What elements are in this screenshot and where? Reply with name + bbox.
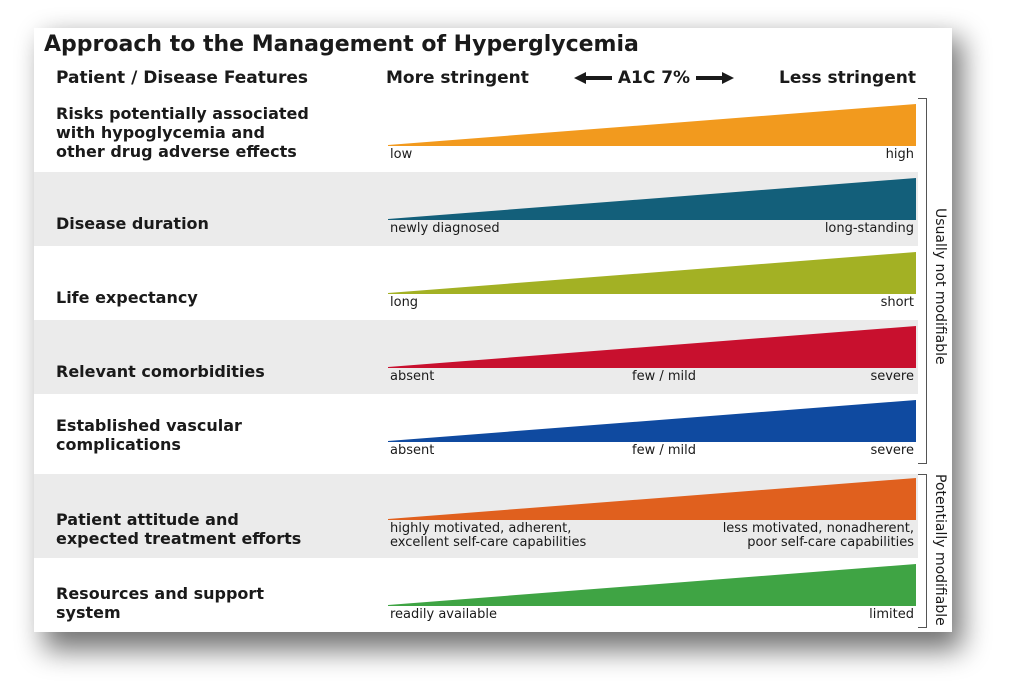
left-arrow-icon xyxy=(574,72,612,84)
modifiable-label: Potentially modifiable xyxy=(932,474,948,626)
feature-label: Established vascular complications xyxy=(56,416,242,454)
feature-label: Resources and support system xyxy=(56,584,264,622)
not-modifiable-label: Usually not modifiable xyxy=(932,208,948,365)
scale-mid-label: few / mild xyxy=(632,443,696,458)
wedge-shape xyxy=(388,478,916,520)
feature-label: Patient attitude and expected treatment efforts xyxy=(56,510,302,548)
scale-low-label: highly motivated, adherent, excellent self-care capabilities xyxy=(390,521,587,550)
stringency-wedge xyxy=(388,478,916,520)
feature-label: Risks potentially associated with hypoglycemia and other drug adverse effects xyxy=(56,104,309,161)
row-vascular-complications xyxy=(34,394,918,464)
stringency-wedge xyxy=(388,326,916,368)
wedge-graphic xyxy=(388,478,916,520)
row-life-expectancy xyxy=(34,246,918,320)
scale-high-label: long-standing xyxy=(824,221,914,236)
feature-label: Life expectancy xyxy=(56,288,198,307)
scale-low-label: readily available xyxy=(390,607,498,622)
stringency-wedge xyxy=(388,564,916,606)
scale-high-label: severe xyxy=(870,443,914,458)
wedge-graphic xyxy=(388,400,916,442)
more-stringent-label: More stringent xyxy=(386,68,529,88)
modifiable-bracket xyxy=(918,474,927,628)
scale-low-label: newly diagnosed xyxy=(390,221,500,236)
scale-mid-label: few / mild xyxy=(632,369,696,384)
wedge-shape xyxy=(388,252,916,294)
figure-title: Approach to the Management of Hyperglycemia xyxy=(44,32,639,57)
wedge-shape xyxy=(388,564,916,606)
wedge-graphic xyxy=(388,564,916,606)
wedge-shape xyxy=(388,178,916,220)
not-modifiable-bracket xyxy=(918,98,927,464)
wedge-shape xyxy=(388,400,916,442)
scale-low-label: absent xyxy=(390,369,435,384)
scale-high-label: limited xyxy=(869,607,914,622)
a1c-target xyxy=(574,68,734,88)
scale-high-label: high xyxy=(885,147,914,162)
scale-low-label: low xyxy=(390,147,413,162)
feature-label: Relevant comorbidities xyxy=(56,362,265,381)
wedge-graphic xyxy=(388,178,916,220)
scale-high-label: short xyxy=(880,295,914,310)
stringency-wedge xyxy=(388,400,916,442)
scale-high-label: less motivated, nonadherent, poor self-care capabilities xyxy=(722,521,914,550)
row-disease-duration xyxy=(34,172,918,246)
feature-label: Disease duration xyxy=(56,214,209,233)
stringency-wedge xyxy=(388,104,916,146)
stringency-wedge xyxy=(388,178,916,220)
a1c-target-label: A1C 7% xyxy=(617,68,691,88)
scale-high-label: severe xyxy=(870,369,914,384)
scale-low-label: absent xyxy=(390,443,435,458)
row-resources-support xyxy=(34,558,918,628)
wedge-shape xyxy=(388,104,916,146)
stringency-scale-header xyxy=(386,68,916,88)
row-comorbidities xyxy=(34,320,918,394)
figure-card xyxy=(34,28,952,632)
wedge-graphic xyxy=(388,326,916,368)
row-hypoglycemia-risk xyxy=(34,98,918,172)
less-stringent-label: Less stringent xyxy=(778,68,916,88)
scale-low-label: long xyxy=(390,295,419,310)
row-patient-attitude xyxy=(34,474,918,558)
right-arrow-icon xyxy=(696,72,734,84)
wedge-graphic xyxy=(388,252,916,294)
wedge-graphic xyxy=(388,104,916,146)
features-column-header: Patient / Disease Features xyxy=(56,68,309,88)
wedge-shape xyxy=(388,326,916,368)
stringency-wedge xyxy=(388,252,916,294)
